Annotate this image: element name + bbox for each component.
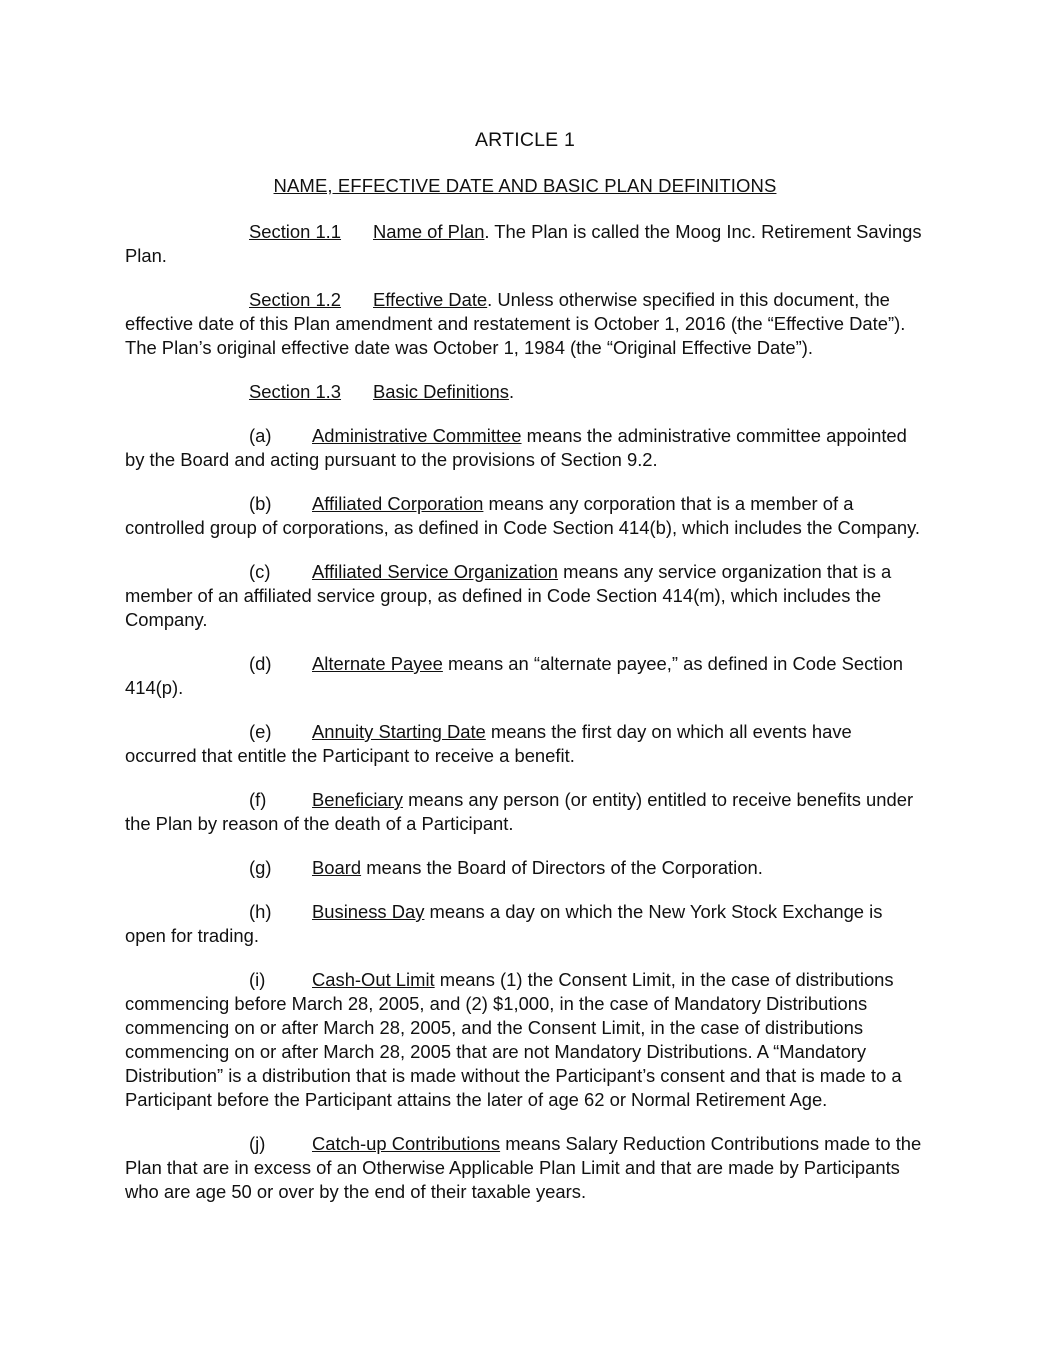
definition-text: means (1) the Consent Limit, in the case of distributions commencing before March 28, 2005, and (2) $1,000, in the case of Mandatory Distributions commencing on or after March 28, 2005, and the Consent Limit, in the case of distributions commencing on or after March 28, 2005 that are not Mandatory Distributions. A “Mandatory Distribution” is a distribution that is made without the Participant’s consent and that is made to a Participant before the Participant attains the later of age 62 or Normal Retirement Age.	[125, 969, 902, 1110]
definition-label: (c)	[249, 561, 271, 582]
document-page	[125, 128, 925, 1224]
definition-term: Catch-up Contributions	[312, 1133, 501, 1154]
definition-term: Board	[312, 857, 362, 878]
definition-text: means any person (or entity) entitled to receive benefits under the Plan by reason of the death of a Participant.	[125, 789, 914, 834]
definition-text: means a day on which the New York Stock Exchange is open for trading.	[125, 901, 883, 946]
definition-term: Affiliated Service Organization	[312, 561, 559, 582]
section-text: . Unless otherwise specified in this document, the effective date of this Plan amendment and restatement is October 1, 2016 (the “Effective Date”). The Plan’s original effective date was October 1, 1984 (the “Original Effective Date”).	[125, 289, 906, 358]
definition-i	[125, 968, 925, 1112]
definition-text: means any corporation that is a member of a controlled group of corporations, as defined in Code Section 414(b), which includes the Company.	[125, 493, 921, 538]
definition-text: means the first day on which all events have occurred that entitle the Participant to receive a benefit.	[125, 721, 852, 766]
definition-label: (a)	[249, 425, 272, 446]
definition-d	[125, 652, 925, 700]
section-1-1	[125, 220, 925, 268]
section-title: Basic Definitions	[373, 381, 509, 402]
definition-text: means Salary Reduction Contributions made to the Plan that are in excess of an Otherwise Applicable Plan Limit and that are made by Participants who are age 50 or over by the end of their taxable years.	[125, 1133, 922, 1202]
section-title: Name of Plan	[373, 221, 485, 242]
section-number: Section 1.3	[249, 381, 342, 402]
definition-term: Cash-Out Limit	[312, 969, 435, 990]
definition-text: means the Board of Directors of the Corporation.	[361, 857, 763, 878]
definition-label: (e)	[249, 721, 272, 742]
section-text: . The Plan is called the Moog Inc. Retirement Savings Plan.	[125, 221, 922, 266]
definition-text: means any service organization that is a member of an affiliated service group, as defined in Code Section 414(m), which includes the Company.	[125, 561, 892, 630]
article-subtitle: NAME, EFFECTIVE DATE AND BASIC PLAN DEFINITIONS	[273, 175, 777, 196]
definition-text: means the administrative committee appointed by the Board and acting pursuant to the provisions of Section 9.2.	[125, 425, 907, 470]
definition-label: (i)	[249, 969, 266, 990]
definition-term: Affiliated Corporation	[312, 493, 484, 514]
definition-j	[125, 1132, 925, 1204]
section-1-3	[125, 380, 925, 404]
definition-h	[125, 900, 925, 948]
definition-label: (f)	[249, 789, 267, 810]
section-number: Section 1.2	[249, 289, 342, 310]
definition-e	[125, 720, 925, 768]
definition-g	[125, 856, 925, 880]
section-number: Section 1.1	[249, 221, 342, 242]
definition-label: (d)	[249, 653, 272, 674]
definition-term: Alternate Payee	[312, 653, 443, 674]
definition-label: (b)	[249, 493, 272, 514]
definition-label: (j)	[249, 1133, 266, 1154]
definition-b	[125, 492, 925, 540]
definition-a	[125, 424, 925, 472]
definition-term: Business Day	[312, 901, 425, 922]
definition-term: Annuity Starting Date	[312, 721, 486, 742]
definition-c	[125, 560, 925, 632]
definition-term: Beneficiary	[312, 789, 403, 810]
article-title: ARTICLE 1	[474, 129, 576, 151]
definition-label: (h)	[249, 901, 272, 922]
section-title: Effective Date	[373, 289, 488, 310]
definition-f	[125, 788, 925, 836]
section-text: .	[508, 381, 515, 402]
definition-text: means an “alternate payee,” as defined in Code Section 414(p).	[125, 653, 903, 698]
section-1-2	[125, 288, 925, 360]
definition-term: Administrative Committee	[312, 425, 522, 446]
definition-label: (g)	[249, 857, 272, 878]
